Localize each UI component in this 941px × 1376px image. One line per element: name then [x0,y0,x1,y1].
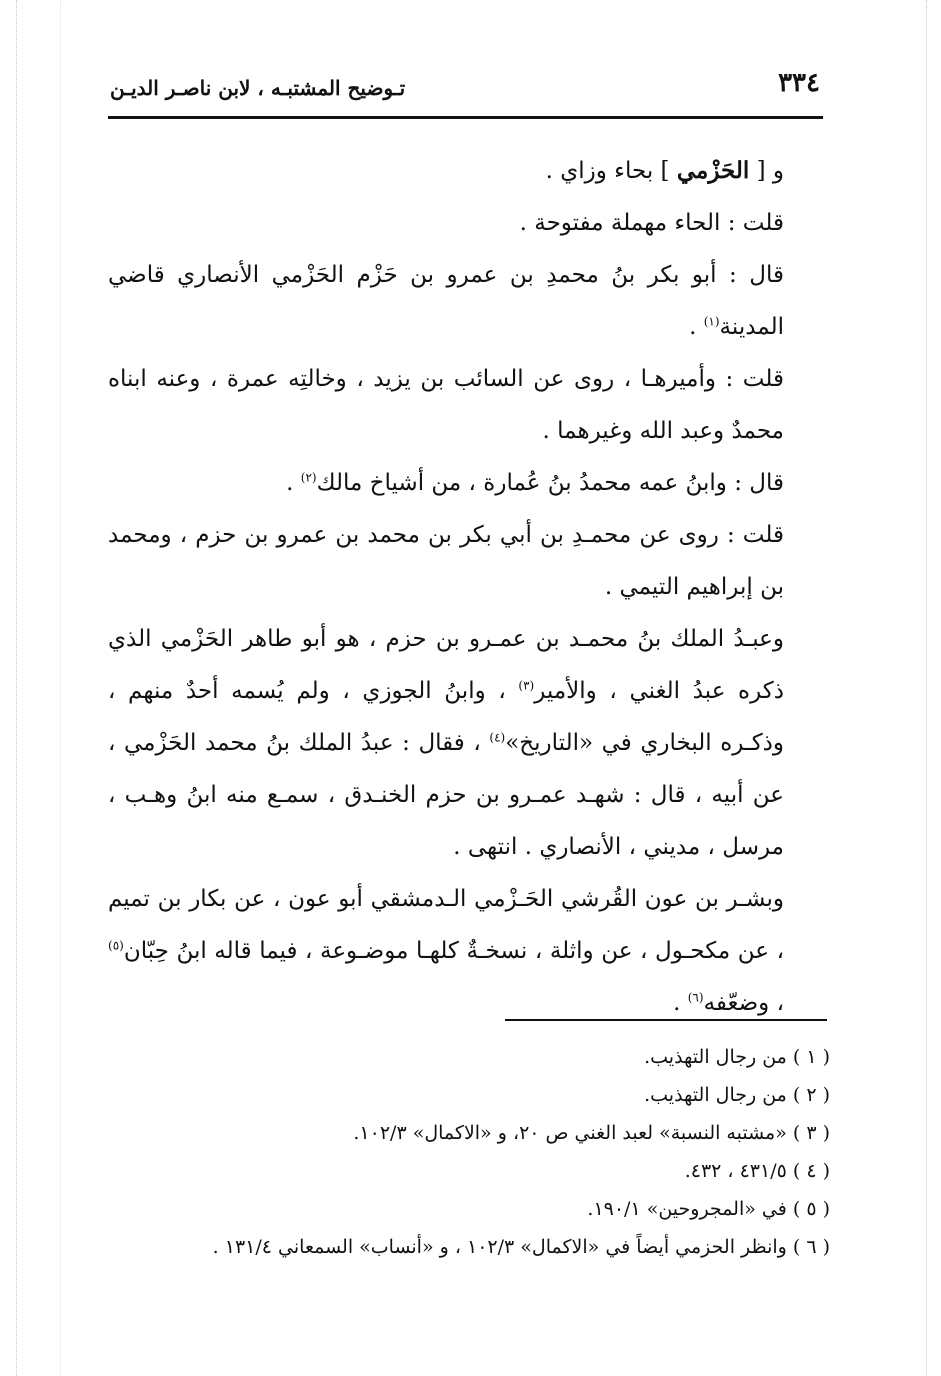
footnote: ( ٤ ) ٤٣١/٥ ، ٤٣٢. [684,1160,830,1182]
footnote-ref: (٦) [687,990,704,1005]
paragraph-text: ، فقال : عبدُ الملك بنُ محمد الحَزْمي ، عن أبيه ، قال : شهـد عمـرو بن حزم الخنـدق ، سمـع منه ابنُ وهـب ، مرسل ، مديني ، الأنصاري . انتهى . [108,730,784,860]
paragraph-text: وعبـدُ الملك بنُ محمـد بن عمـرو بن حزم ، هو أبو طاهر الحَزْمي الذي ذكره عبدُ الغني ، والأمير [108,626,784,704]
footnote-ref: (٢) [300,470,317,485]
entry-prefix: و [ [756,158,784,184]
running-title: تـوضيح المشتبـه ، لابن ناصـر الديـن [110,76,406,100]
entry-suffix: ] بحاء وزاي . [545,158,670,184]
footnote: ( ٥ ) في «المجروحين» ١٩٠/١. [587,1198,830,1220]
main-text [108,145,820,1029]
footnote-ref: (٣) [518,678,535,693]
footnote-ref: (١) [703,314,720,329]
scan-margin-dots [16,0,18,1376]
paragraph-text: قال : أبو بكر بنُ محمدِ بن عمرو بن حَزْم الحَزْمي الأنصاري قاضي المدينة [108,262,784,340]
page-header [110,68,820,108]
paragraph [108,249,820,353]
paragraph-text: قال : وابنُ عمه محمدُ بنُ عُمارة ، من أشياخ مالك [316,470,784,496]
paragraph [108,613,820,873]
footnote: ( ١ ) من رجال التهذيب. [644,1046,830,1068]
paragraph-text: وبشـر بن عون القُرشي الحَـزْمي الـدمشقي أبو عون ، عن بكار بن تميم ، عن مكحـول ، عن واثلة ، نسخـةٌ كلهـا موضـوعة ، فيما قاله ابنُ حِبّان [108,886,784,964]
entry-line [108,145,820,197]
footnote-separator [505,1019,827,1021]
footnote-ref: (٤) [489,730,506,745]
paragraph-end: . [689,314,704,340]
paragraph [108,873,820,1029]
page-number: ٣٣٤ [778,68,820,98]
paragraph: قلت : وأميرهـا ، روى عن السائب بن يزيد ، وخالتِه عمرة ، وعنه ابناه محمدٌ وعبد الله وغيرهما . [108,366,784,444]
footnote: ( ٣ ) «مشتبه النسبة» لعبد الغني ص ٢٠، و «الاكمال» ١٠٢/٣. [353,1122,830,1144]
footnote: ( ٦ ) وانظر الحزمي أيضاً في «الاكمال» ١٠٢/٣ ، و «أنساب» السمعاني ١٣١/٤ . [212,1236,830,1258]
paragraph-text: ، وابنُ الجوزي ، ولم يُسمه أحدٌ منهم ، وذكـره البخاري في «التاريخ» [108,678,784,756]
scan-margin-dots [60,0,62,1376]
footnote-ref: (٥) [108,938,124,953]
scan-margin-dots [926,0,928,1376]
paragraph: قلت : روى عن محمـدِ بن أبي بكر بن محمد بن عمرو بن حزم ، ومحمد بن إبراهيم التيمي . [108,522,784,600]
header-rule [108,116,823,119]
footnote: ( ٢ ) من رجال التهذيب. [644,1084,830,1106]
entry-headword: الحَزْمي [676,157,750,184]
paragraph: قلت : الحاء مهملة مفتوحة . [519,210,784,236]
paragraph-text: ، وضعّفه [703,990,784,1016]
paragraph [108,457,820,509]
paragraph-end: . [673,990,688,1016]
footnotes [130,1038,830,1266]
paragraph-end: . [286,470,301,496]
